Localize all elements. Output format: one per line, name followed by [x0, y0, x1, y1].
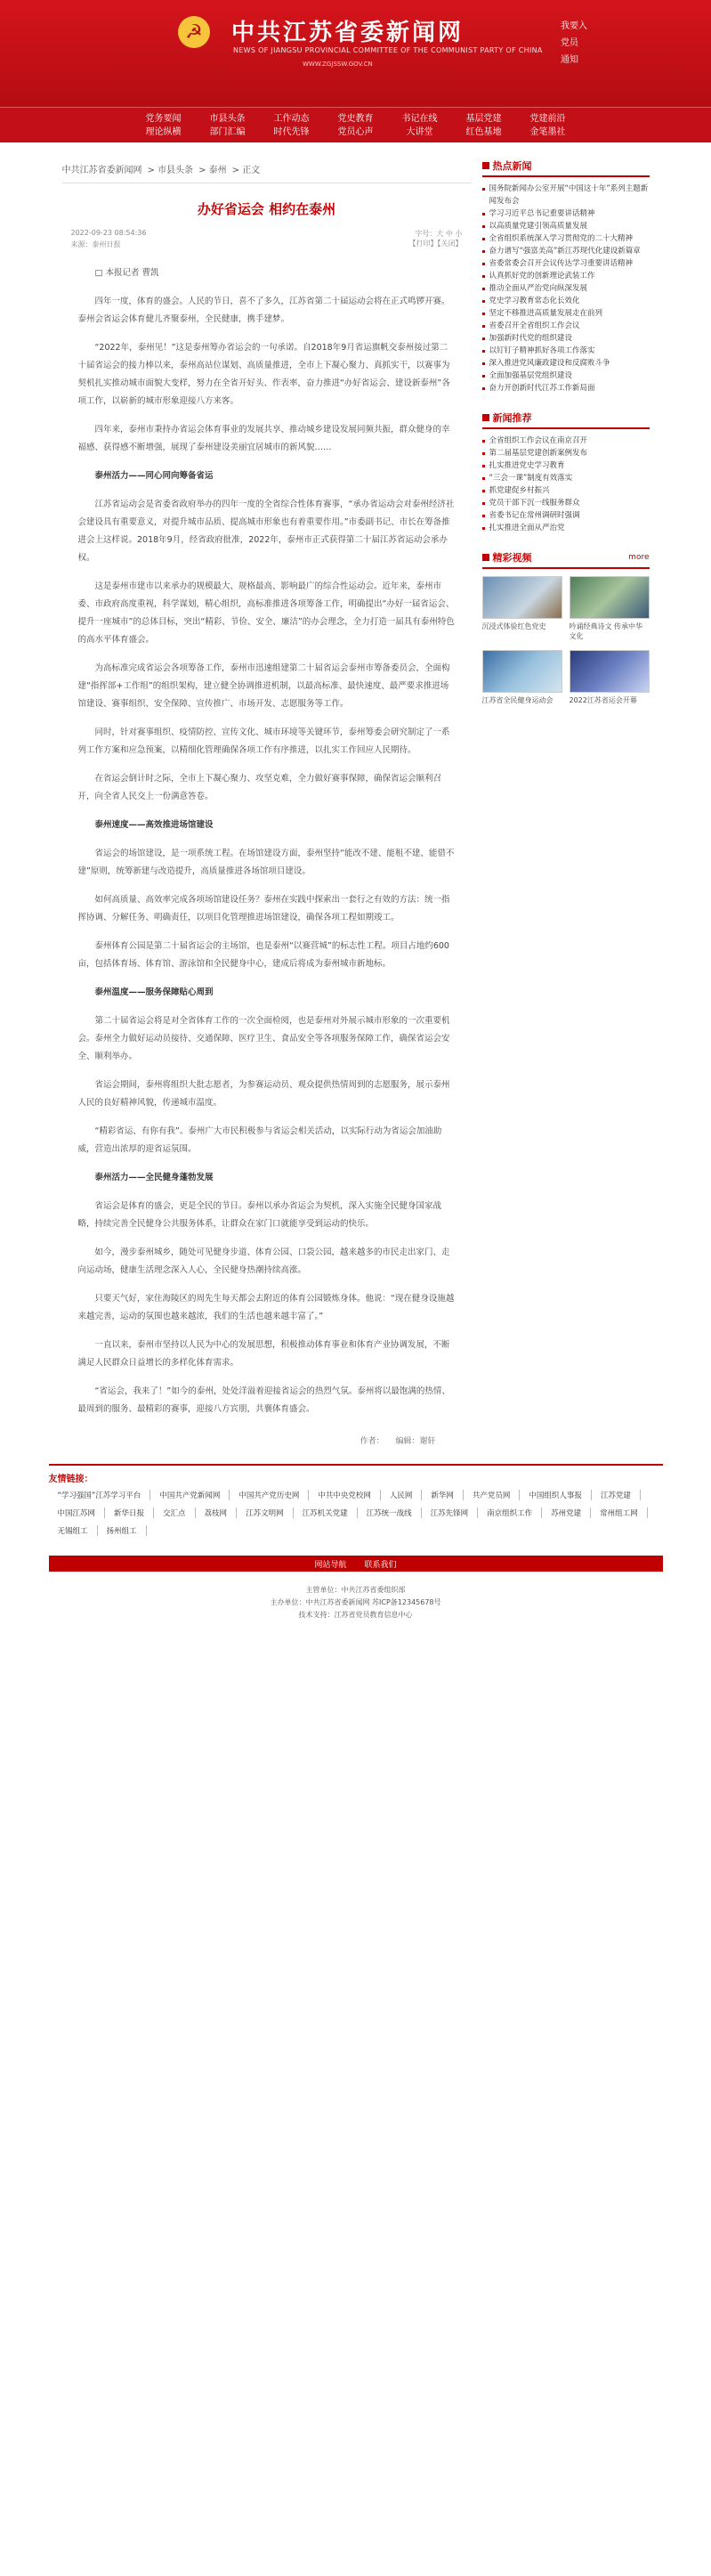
breadcrumb-item: 正文 — [242, 166, 261, 175]
friend-link[interactable]: 中国共产党新闻网 — [150, 1490, 230, 1500]
video-caption[interactable]: 吟诵经典诗文 传承中华文化 — [569, 622, 643, 640]
nav-link[interactable]: 理论纵横 — [145, 127, 182, 137]
friend-link[interactable]: 共产党员网 — [464, 1490, 521, 1500]
site-url: WWW.ZGJSSW.GOV.CN — [303, 61, 373, 68]
nav-link[interactable]: 党史教育 — [337, 114, 374, 124]
recommend-item[interactable]: 抓党建促乡村振兴 — [482, 484, 650, 497]
party-emblem-icon: ☭ — [178, 16, 210, 48]
site-header — [0, 0, 711, 107]
recommend-item[interactable]: 扎实推进全面从严治党 — [482, 522, 650, 534]
video-caption[interactable]: 沉浸式体验红色党史 — [481, 622, 546, 630]
friend-link[interactable]: 江苏党建 — [592, 1490, 641, 1500]
hot-news-item[interactable]: 加强新时代党的组织建设 — [482, 332, 650, 345]
footer-bar — [49, 1556, 663, 1572]
recommend-box — [482, 410, 650, 534]
quick-links — [561, 18, 614, 69]
friend-links — [49, 1464, 663, 1536]
footer-nav-link[interactable]: 联系我们 — [364, 1560, 397, 1570]
article-subheading: 泰州温度——服务保障贴心周到 — [94, 987, 214, 997]
content-wrap — [62, 142, 650, 1446]
article-byline: □ 本报记者 曹凯 — [94, 268, 159, 278]
article-paragraph: 省运会期间，泰州将组织大批志愿者，为参赛运动员、观众提供热情周到的志愿服务，展示泰州人民的良好精神风貌，传递城市温度。 — [77, 1080, 450, 1108]
recommend-item[interactable]: 省委书记在常州调研时强调 — [482, 509, 650, 522]
friend-link[interactable]: 中国组织人事报 — [520, 1490, 592, 1500]
friend-links-title: 友情链接： — [48, 1475, 93, 1484]
friend-link[interactable]: 新华日报 — [105, 1507, 154, 1518]
article-subheading: 泰州速度——高效推进场馆建设 — [94, 820, 214, 830]
breadcrumb-item[interactable]: 中共江苏省委新闻网 — [61, 166, 142, 175]
nav-column — [196, 108, 260, 142]
recommend-list — [482, 429, 650, 534]
footer-line: 主管单位：中共江苏省委组织部 — [305, 1586, 406, 1594]
article-paragraph: “2022年，泰州见！”这是泰州筹办省运会的一句承诺。自2018年9月省运旗帆交泰州接过第二十届省运会的接力棒以来，泰州高站位谋划、高质量推进，全市上下凝心聚力、真抓实干，以赛事为契机扎实推动城市面貌大变样，努力在全省开好头、作表率，奋力推进“办好省运会、建设新泰州”各项工作，以崭新的城市形象迎接八方来客。 — [77, 343, 450, 406]
more-link[interactable]: more — [628, 553, 650, 562]
recommend-item[interactable]: 扎实推进党史学习教育 — [482, 459, 650, 472]
article-column — [62, 158, 472, 1446]
print-close-links[interactable]: 【打印】【关闭】 — [408, 240, 463, 248]
font-size-control[interactable]: 字号：大 中 小 — [415, 230, 463, 238]
breadcrumb: 中共江苏省委新闻网 > 市县头条 > 泰州 > 正文 — [62, 158, 472, 183]
nav-column — [516, 108, 580, 142]
article-paragraph: 如何高质量、高效率完成各项场馆建设任务？泰州在实践中探索出一套行之有效的方法：统一指挥协调、分解任务、明确责任，以项目化管理推进场馆建设，确保各项工程如期竣工。 — [77, 895, 450, 922]
hot-news-item[interactable]: 坚定不移推进高质量发展走在前列 — [482, 307, 650, 320]
hot-news-item[interactable]: 国务院新闻办公室开展“中国这十年”系列主题新闻发布会 — [482, 183, 650, 207]
hot-news-item[interactable]: 以高质量党建引领高质量发展 — [482, 220, 650, 232]
section-marker-icon — [482, 162, 489, 169]
main-nav — [0, 107, 711, 142]
friend-link[interactable]: 江苏先锋网 — [422, 1507, 479, 1518]
recommend-item[interactable]: 第二届基层党建创新案例发布 — [482, 447, 650, 459]
author-label: 作者： — [360, 1437, 384, 1446]
article-paragraph: 江苏省运动会是省委省政府举办的四年一度的全省综合性体育赛事，“承办省运动会对泰州经济社会建设具有重要意义，对提升城市品质、提高城市形象也有着重要作用。”市委副书记、市长在筹备推进会上这样说。2018年9月，经省政府批准，2022年，泰州市正式获得第二十届江苏省运动会承办权。 — [77, 500, 455, 563]
video-grid — [482, 569, 650, 705]
article-paragraph: 四年来，泰州市秉持办省运会体育事业的发展共享、推动城乡建设发展同频共振，群众健身的幸福感、获得感不断增强，展现了泰州建设美丽宜居城市的新风貌…… — [77, 425, 450, 452]
nav-column — [452, 108, 516, 142]
video-thumbnail[interactable] — [482, 576, 562, 619]
article-subheading: 泰州活力——全民健身蓬勃发展 — [94, 1173, 214, 1182]
video-caption[interactable]: 江苏省全民健身运动会 — [481, 696, 553, 704]
nav-link[interactable]: 部门汇编 — [209, 127, 246, 137]
article-editor — [62, 1434, 472, 1446]
video-item[interactable] — [570, 576, 650, 641]
hot-news-item[interactable]: 认真抓好党的创新理论武装工作 — [482, 270, 650, 282]
nav-link[interactable]: 党务要闻 — [145, 114, 182, 124]
quick-link[interactable]: 我要入 — [561, 21, 587, 31]
article-paragraph: 这是泰州市建市以来承办的规模最大、规格最高、影响最广的综合性运动会。近年来，泰州市委、市政府高度重视，科学谋划，精心组织，高标准推进各项筹备工作，明确提出“办好一届省运会、提升一座城市”的总体目标，突出“精彩、节俭、安全、廉洁”的办会理念，全力打造一届具有泰州特色的高水平体育盛会。 — [77, 581, 455, 645]
hot-news-item[interactable]: 推动全面从严治党向纵深发展 — [482, 282, 650, 295]
video-thumbnail[interactable] — [570, 576, 650, 619]
footer-nav-link[interactable]: 网站导航 — [314, 1560, 347, 1570]
hot-news-list — [482, 177, 650, 394]
hot-news-title: 热点新闻 — [492, 160, 532, 172]
video-title: 精彩视频 — [492, 552, 532, 564]
video-item[interactable] — [570, 650, 650, 705]
friend-link[interactable]: 苏州党建 — [542, 1507, 591, 1518]
hot-news-item[interactable]: 以钉钉子精神抓好各项工作落实 — [482, 345, 650, 357]
hot-news-item[interactable]: 全省组织系统深入学习贯彻党的二十大精神 — [482, 232, 650, 245]
section-marker-icon — [482, 554, 489, 561]
footer-line: 主办单位：中共江苏省委新闻网 苏ICP备12345678号 — [270, 1598, 441, 1606]
site-title[interactable]: 中共江苏省委新闻网 — [231, 20, 465, 46]
nav-link[interactable]: 市县头条 — [209, 114, 246, 124]
video-thumbnail[interactable] — [570, 650, 650, 693]
article-paragraph: 四年一度，体育的盛会。人民的节日，喜不了多久，江苏省第二十届运动会将在正式鸣锣开赛。泰州会省运会体育健儿齐聚泰州，全民健康，携手建梦。 — [77, 297, 450, 324]
hot-news-box — [482, 158, 650, 394]
friend-links-grid — [49, 1490, 663, 1536]
nav-link[interactable]: 书记在线 — [401, 114, 438, 124]
video-item[interactable] — [482, 650, 562, 705]
article-meta — [62, 229, 472, 252]
hot-news-item[interactable]: 省委召开全省组织工作会议 — [482, 320, 650, 332]
nav-link[interactable]: 金笔墨社 — [529, 127, 566, 137]
article-paragraph: 如今，漫步泰州城乡，随处可见健身步道、体育公园、口袋公园，越来越多的市民走出家门、走向运动场，健康生活理念深入人心，全民健身热潮持续高涨。 — [77, 1247, 450, 1275]
nav-column — [260, 108, 324, 142]
friend-link[interactable]: 江苏文明网 — [237, 1507, 294, 1518]
article-subheading: 泰州活力——同心同向筹备省运 — [94, 471, 214, 481]
recommend-item[interactable]: 全省组织工作会议在南京召开 — [482, 435, 650, 447]
article-body — [62, 252, 472, 1418]
friend-link[interactable]: 江苏统一战线 — [358, 1507, 422, 1518]
article-paragraph: 在省运会倒计时之际，全市上下凝心聚力、攻坚克难，全力做好赛事保障，确保省运会顺利召开，向全省人民交上一份满意答卷。 — [77, 774, 442, 801]
nav-link[interactable]: 工作动态 — [273, 114, 310, 124]
breadcrumb-item[interactable]: 泰州 — [208, 166, 227, 175]
section-marker-icon — [482, 414, 489, 421]
footer — [0, 1572, 711, 1621]
friend-link[interactable]: 交汇点 — [154, 1507, 196, 1518]
site-subtitle: NEWS OF JIANGSU PROVINCIAL COMMITTEE OF THE COMMUNIST PARTY OF CHINA — [233, 46, 543, 54]
article-paragraph: 一直以来，泰州市坚持以人民为中心的发展思想，积极推动体育事业和体育产业协调发展，不断满足人民群众日益增长的多样化体育需求。 — [77, 1340, 450, 1368]
friend-link[interactable]: 常州组工网 — [591, 1507, 648, 1518]
friend-link[interactable]: 中共中央党校网 — [309, 1490, 381, 1500]
friend-link[interactable]: 中国共产党历史网 — [230, 1490, 309, 1500]
quick-link[interactable]: 党员 — [561, 38, 578, 48]
nav-link[interactable]: 党员心声 — [337, 127, 374, 137]
friend-link[interactable]: 无锡组工 — [49, 1525, 98, 1536]
editor-name: 编辑：谢轩 — [395, 1437, 436, 1446]
hot-news-item[interactable]: 学习习近平总书记重要讲话精神 — [482, 207, 650, 220]
video-item[interactable] — [482, 576, 562, 641]
article-title: 办好省运会 相约在泰州 — [197, 201, 336, 217]
nav-link[interactable]: 党建前沿 — [529, 114, 566, 124]
nav-link[interactable]: 时代先锋 — [273, 127, 310, 137]
friend-link[interactable]: “学习强国”江苏学习平台 — [49, 1490, 151, 1500]
quick-link[interactable]: 通知 — [561, 55, 578, 65]
article-paragraph: 同时，针对赛事组织、疫情防控、宣传文化、城市环境等关键环节，泰州筹委会研究制定了一系列工作方案和应急预案，以精细化管理确保各项工作有序推进，以扎实工作回应人民期待。 — [77, 727, 450, 755]
friend-link[interactable]: 江苏机关党建 — [294, 1507, 358, 1518]
friend-link[interactable]: 南京组织工作 — [478, 1507, 542, 1518]
friend-link[interactable]: 新华网 — [422, 1490, 464, 1500]
breadcrumb-item[interactable]: 市县头条 — [158, 166, 194, 175]
nav-link[interactable]: 基层党建 — [465, 114, 502, 124]
article-paragraph: 为高标准完成省运会各项筹备工作，泰州市迅速组建第二十届省运会泰州市筹备委员会，全面构建“指挥部+工作组”的组织架构，建立健全协调推进机制，以最高标准、最快速度、最严要求推进场馆建设、赛事组织、安全保障、宣传推广、市场开发、志愿服务等工作。 — [77, 663, 450, 709]
article-paragraph: 第二十届省运会将是对全省体育工作的一次全面检阅，也是泰州对外展示城市形象的一次重要机会。泰州全力做好运动员接待、交通保障、医疗卫生、食品安全等各项服务保障工作，确保省运会安全、顺利举办。 — [77, 1016, 450, 1061]
video-thumbnail[interactable] — [482, 650, 562, 693]
article-date: 2022-09-23 08:54:36 — [70, 229, 147, 237]
article-paragraph: 省运会是体育的盛会，更是全民的节日。泰州以承办省运会为契机，深入实施全民健身国家战略，持续完善全民健身公共服务体系，让群众在家门口就能享受到运动的快乐。 — [77, 1201, 442, 1229]
hot-news-item[interactable]: 省委常委会召开会议传达学习重要讲话精神 — [482, 257, 650, 270]
article-paragraph: 泰州体育公园是第二十届省运会的主场馆，也是泰州“以赛营城”的标志性工程。项目占地约600亩，包括体育场、体育馆、游泳馆和全民健身中心，建成后将成为泰州城市新地标。 — [77, 941, 449, 969]
hot-news-item[interactable]: 奋力谱写“强富美高”新江苏现代化建设新篇章 — [482, 245, 650, 257]
nav-link[interactable]: 大讲堂 — [406, 127, 433, 137]
nav-column — [324, 108, 388, 142]
footer-line: 技术支持：江苏省党员教育信息中心 — [298, 1611, 413, 1619]
nav-column — [132, 108, 196, 142]
hot-news-item[interactable]: 深入推进党风廉政建设和反腐败斗争 — [482, 357, 650, 370]
video-caption[interactable]: 2022江苏省运会开幕 — [569, 696, 637, 704]
recommend-item[interactable]: “三会一课”制度有效落实 — [482, 472, 650, 484]
article-paragraph: 省运会的场馆建设，是一项系统工程。在场馆建设方面，泰州坚持“能改不建、能租不建、能借不建”原则，统筹新建与改造提升，高质量推进各场馆项目建设。 — [77, 849, 455, 876]
friend-link[interactable]: 人民网 — [381, 1490, 423, 1500]
recommend-item[interactable]: 党员干部下沉一线服务群众 — [482, 497, 650, 509]
friend-link[interactable]: 中国江苏网 — [49, 1507, 106, 1518]
nav-link[interactable]: 红色基地 — [465, 127, 502, 137]
hot-news-item[interactable]: 全面加强基层党组织建设 — [482, 370, 650, 382]
article-paragraph: 只要天气好，家住海陵区的周先生每天都会去附近的体育公园锻炼身体。他说：“现在健身设施越来越完善，运动的氛围也越来越浓，我们的生活也越来越丰富了。” — [77, 1294, 455, 1321]
friend-link[interactable]: 荔枝网 — [196, 1507, 238, 1518]
friend-link[interactable]: 扬州组工 — [98, 1525, 147, 1536]
recommend-title: 新闻推荐 — [492, 412, 532, 424]
nav-column — [388, 108, 452, 142]
hot-news-item[interactable]: 党史学习教育常态化长效化 — [482, 295, 650, 307]
article-paragraph: “精彩省运、有你有我”。泰州广大市民积极参与省运会相关活动，以实际行动为省运会加油助威，营造出浓厚的迎省运氛围。 — [77, 1126, 442, 1154]
video-box — [482, 550, 650, 705]
hot-news-item[interactable]: 奋力开创新时代江苏工作新局面 — [482, 382, 650, 394]
sidebar — [482, 158, 650, 1446]
article-paragraph: “省运会，我来了！”如今的泰州，处处洋溢着迎接省运会的热烈气氛。泰州将以最饱满的热情、最周到的服务、最精彩的赛事，迎接八方宾朋，共襄体育盛会。 — [77, 1386, 450, 1414]
article-source: 来源：泰州日报 — [70, 240, 121, 248]
